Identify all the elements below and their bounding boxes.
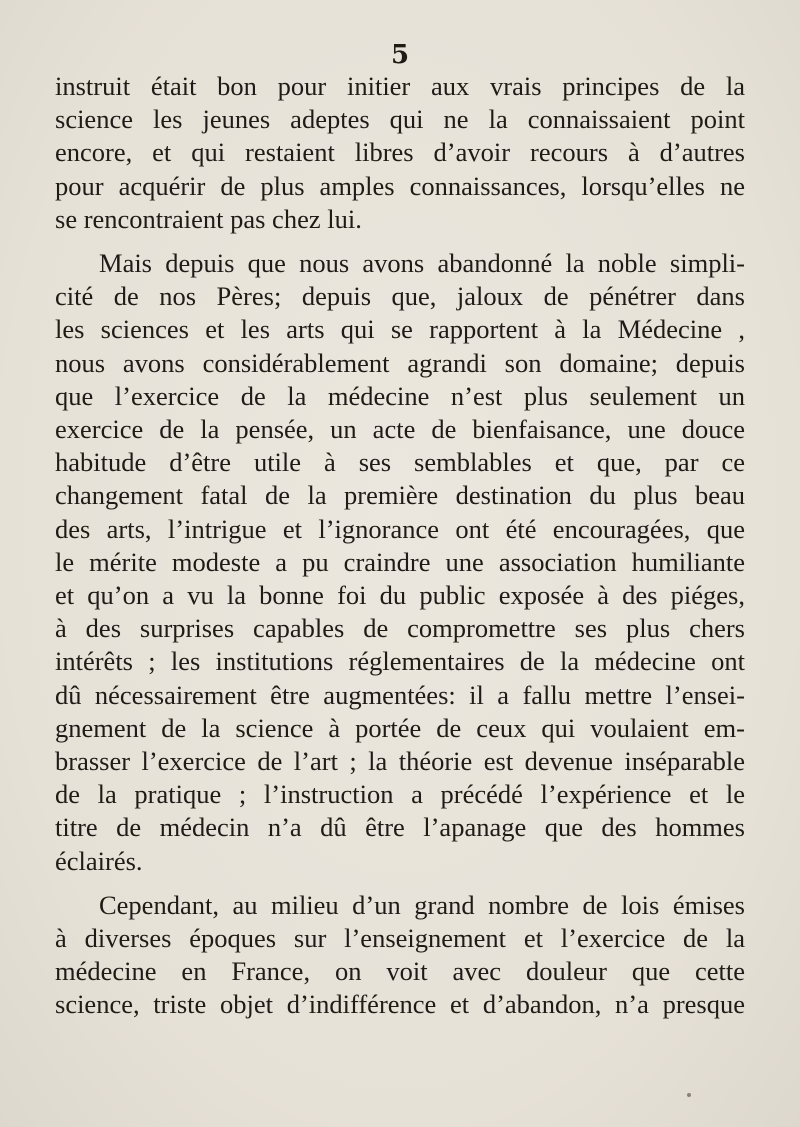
paragraph-3: [55, 889, 745, 1022]
text-line: des arts, l’intrigue et l’ignorance ont été encouragées, que: [55, 513, 745, 544]
text-line: titre de médecin n’a dû être l’apanage que des hommes: [55, 812, 745, 843]
text-line: gnement de la science à portée de ceux qui voulaient em-: [55, 712, 745, 743]
text-line: nous avons considérablement agrandi son domaine; depuis: [55, 347, 745, 378]
text-line: pour acquérir de plus amples connaissances, lorsqu’elles ne: [55, 170, 745, 201]
text-line: éclairés.: [55, 845, 143, 876]
paper-speck: [687, 1093, 691, 1097]
text-line: changement fatal de la première destination du plus beau: [55, 480, 745, 511]
text-line: instruit était bon pour initier aux vrais principes de la: [55, 71, 745, 101]
text-line: Mais depuis que nous avons abandonné la noble simpli-: [99, 248, 745, 279]
body-text: [55, 70, 745, 1022]
text-line: encore, et qui restaient libres d’avoir recours à d’autres: [55, 137, 745, 168]
text-line: dû nécessairement être augmentées: il a fallu mettre l’ensei-: [55, 679, 745, 710]
text-line: intérêts ; les institutions réglementaires de la médecine ont: [55, 646, 745, 677]
text-line: science les jeunes adeptes qui ne la connaissaient point: [55, 104, 745, 135]
text-line: brasser l’exercice de l’art ; la théorie est devenue inséparable: [55, 746, 745, 777]
text-line: exercice de la pensée, un acte de bienfaisance, une douce: [55, 414, 745, 445]
text-line: médecine en France, on voit avec douleur que cette: [55, 956, 745, 987]
text-line: science, triste objet d’indifférence et d’abandon, n’a presque: [55, 989, 745, 1020]
text-line: les sciences et les arts qui se rapportent à la Médecine ,: [55, 314, 745, 345]
page-number: 5: [390, 40, 410, 70]
text-line: habitude d’être utile à ses semblables et que, par ce: [55, 447, 745, 478]
text-line: que l’exercice de la médecine n’est plus seulement un: [55, 380, 745, 411]
text-line: et qu’on a vu la bonne foi du public exposée à des piéges,: [55, 580, 745, 611]
text-line: à diverses époques sur l’enseignement et l’exercice de la: [55, 923, 745, 954]
text-line: à des surprises capables de compromettre ses plus chers: [55, 613, 745, 644]
text-line: le mérite modeste a pu craindre une association humiliante: [55, 546, 745, 577]
paragraph-1: [55, 70, 745, 236]
text-line: Cependant, au milieu d’un grand nombre de lois émises: [99, 889, 745, 920]
text-line: de la pratique ; l’instruction a précédé l’expérience et le: [55, 779, 745, 810]
paragraph-2: [55, 247, 745, 878]
text-line: cité de nos Pères; depuis que, jaloux de pénétrer dans: [55, 281, 745, 312]
text-line: se rencontraient pas chez lui.: [55, 203, 362, 234]
